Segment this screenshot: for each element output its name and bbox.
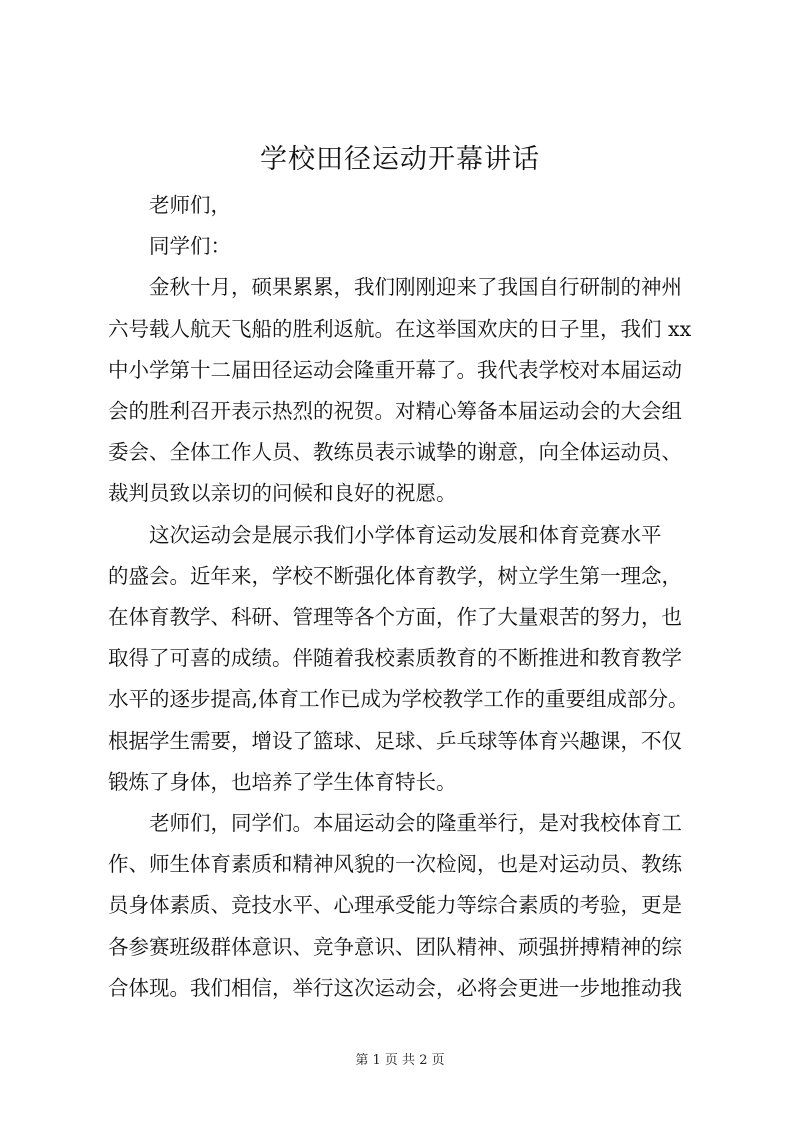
paragraph-line: 在体育教学、科研、管理等各个方面，作了大量艰苦的努力，也 <box>108 605 682 630</box>
paragraph-line: 合体现。我们相信，举行这次运动会，必将会更进一步地推动我 <box>108 975 682 1000</box>
salutation-teachers: 老师们， <box>149 193 231 217</box>
paragraph-line: 水平的逐步提高,体育工作已成为学校教学工作的重要组成部分。 <box>108 687 689 712</box>
paragraph-line: 金秋十月，硕果累累，我们刚刚迎来了我国自行研制的神州 <box>149 275 682 300</box>
paragraph-line: 作、师生体育素质和精神风貌的一次检阅，也是对运动员、教练 <box>108 852 682 877</box>
paragraph-line: 员身体素质、竞技水平、心理承受能力等综合素质的考验，更是 <box>108 893 682 918</box>
paragraph-line: 各参赛班级群体意识、竞争意识、团队精神、顽强拼搏精神的综 <box>108 934 682 959</box>
paragraph-line: 六号载人航天飞船的胜利返航。在这举国欢庆的日子里，我们 xx <box>108 316 692 341</box>
paragraph-line: 取得了可喜的成绩。伴随着我校素质教育的不断推进和教育教学 <box>108 646 682 671</box>
paragraph-1 <box>108 267 708 514</box>
page-number-footer: 第 1 页 共 2 页 <box>355 1053 445 1068</box>
paragraph-line: 裁判员致以亲切的问候和良好的祝愿。 <box>108 481 457 506</box>
paragraph-3 <box>108 803 708 1009</box>
paragraph-line: 会的胜利召开表示热烈的祝贺。对精心筹备本届运动会的大会组 <box>108 399 682 424</box>
paragraph-line: 锻炼了身体，也培养了学生体育特长。 <box>108 769 457 794</box>
salutation-students: 同学们： <box>149 234 231 259</box>
paragraph-line: 中小学第十二届田径运动会隆重开幕了。我代表学校对本届运动 <box>108 357 682 382</box>
document-body <box>108 185 708 1009</box>
paragraph-line: 这次运动会是展示我们小学体育运动发展和体育竞赛水平 <box>149 522 662 547</box>
document-title: 学校田径运动开幕讲话 <box>260 144 540 175</box>
paragraph-line: 的盛会。近年来，学校不断强化体育教学，树立学生第一理念， <box>108 563 682 588</box>
paragraph-line: 根据学生需要，增设了篮球、足球、乒乓球等体育兴趣课，不仅 <box>108 728 682 753</box>
paragraph-2 <box>108 515 708 803</box>
paragraph-line: 委会、全体工作人员、教练员表示诚挚的谢意，向全体运动员、 <box>108 440 682 465</box>
paragraph-line: 老师们，同学们。本届运动会的隆重举行，是对我校体育工 <box>149 811 682 836</box>
